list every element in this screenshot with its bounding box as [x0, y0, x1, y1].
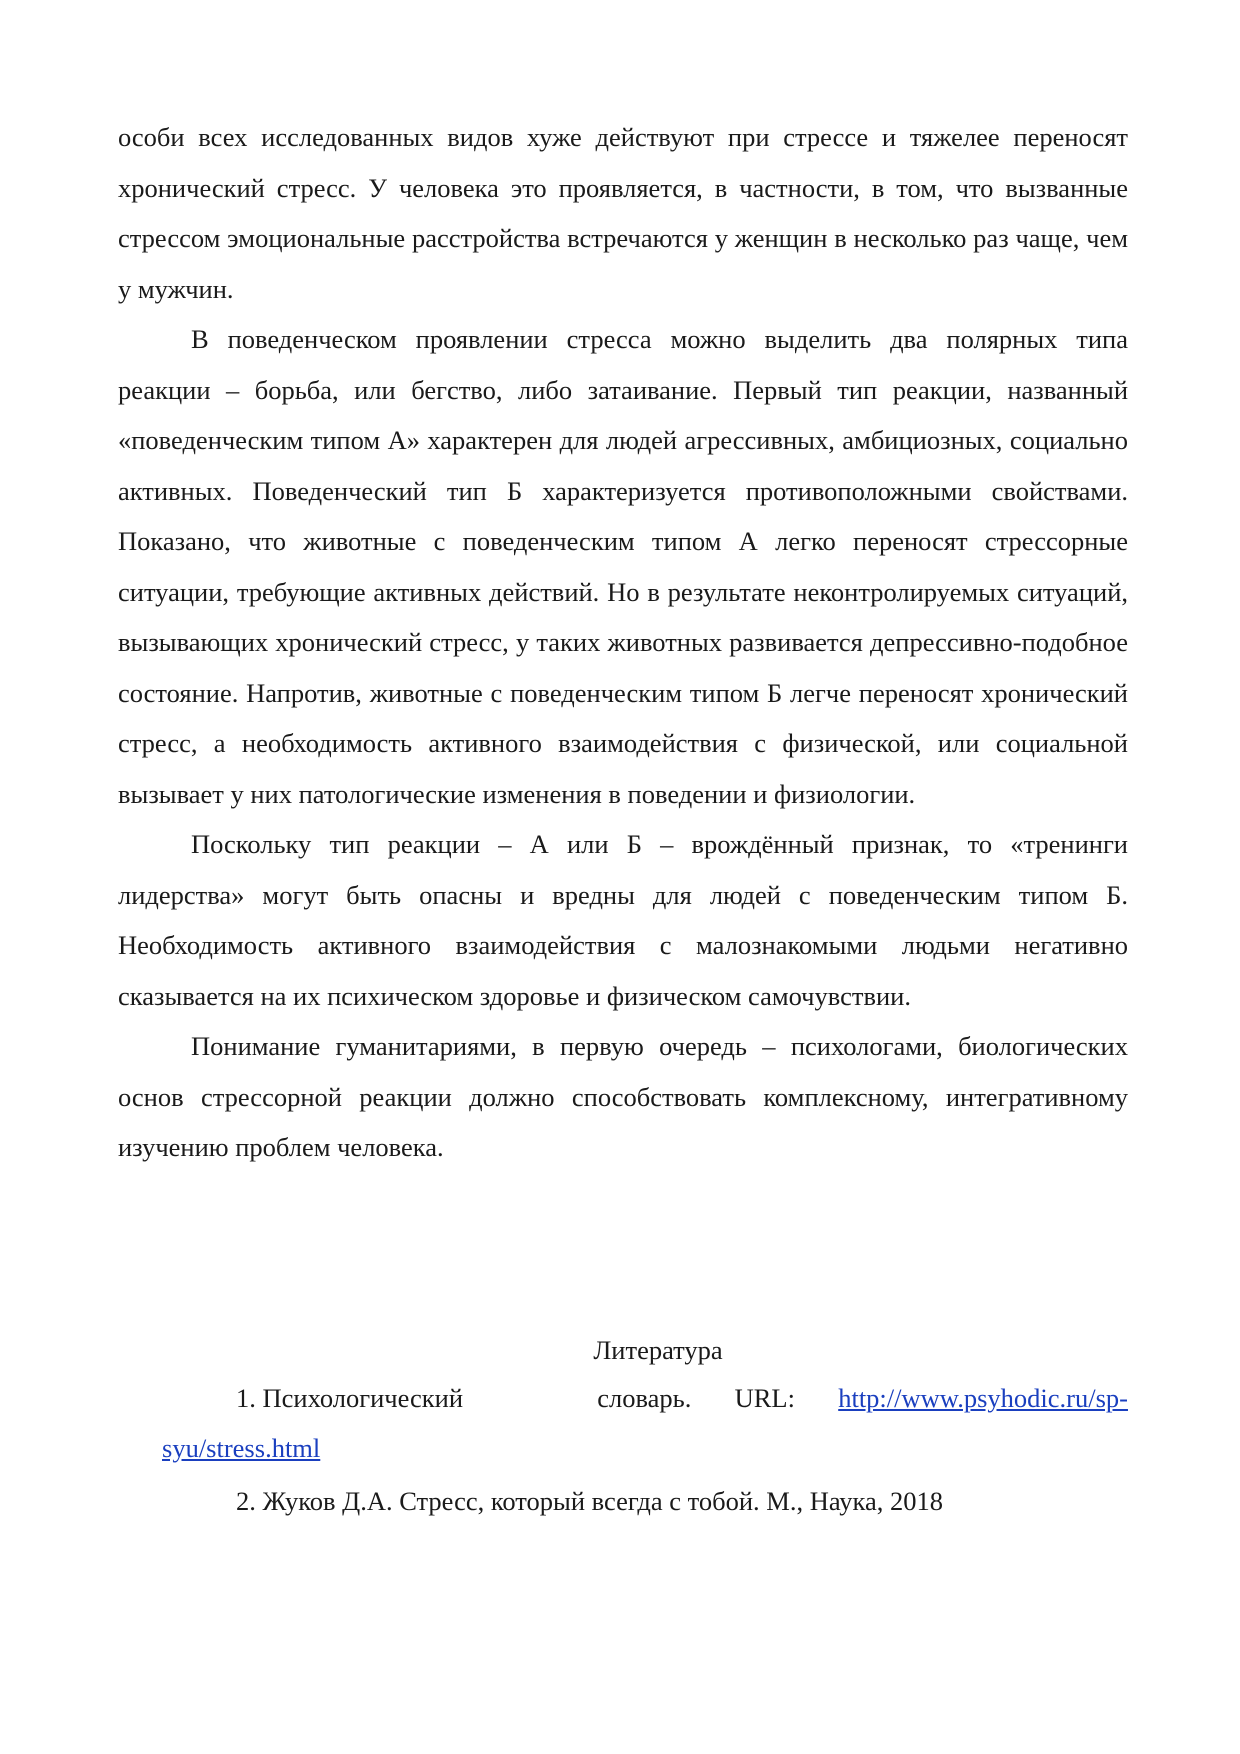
reference-item-1-line-1	[162, 1373, 1128, 1423]
reference-item-1-lead	[236, 1373, 463, 1423]
paragraph-conclusion: Понимание гуманитариями, в первую очередь – психологами, биологических основ стрессорной реакции должно способствовать комплексному, интегративному изучению проблем человека.	[118, 1031, 1128, 1162]
reference-number: 1.	[236, 1383, 256, 1413]
paragraph-leadership-trainings: Поскольку тип реакции – А или Б – врождённый признак, то «тренинги лидерства» могут быть опасны и вредны для людей с поведенческим типом Б. Необходимость активного взаимодействия с малознакомыми людьми негативно сказывается на их психическом здоровье и физическом самочувствии.	[118, 829, 1128, 1011]
reference-number: 2.	[236, 1486, 256, 1516]
paragraph-behavior-types: В поведенческом проявлении стресса можно выделить два полярных типа реакции – борьба, или бегство, либо затаивание. Первый тип реакции, названный «поведенческим типом А» характерен для людей агрессивных, амбициозных, социально активных. Поведенческий тип Б характеризуется противоположными свойствами. Показано, что животные с поведенческим типом А легко переносят стрессорные ситуации, требующие активных действий. Но в результате неконтролируемых ситуаций, вызывающих хронический стресс, у таких животных развивается депрессивно-подобное состояние. Напротив, животные с поведенческим типом Б легче переносят хронический стресс, а необходимость активного взаимодействия с физической, или социальной вызывает у них патологические изменения в поведении и физиологии.	[118, 324, 1128, 809]
reference-item-1	[162, 1373, 1128, 1473]
body-text	[118, 112, 1128, 1173]
paragraph-continuation: особи всех исследованных видов хуже действуют при стрессе и тяжелее переносят хронический стресс. У человека это проявляется, в частности, в том, что вызванные стрессом эмоциональные расстройства встречаются у женщин в несколько раз чаще, чем у мужчин.	[118, 122, 1128, 304]
reference-item-1-line-2	[162, 1423, 1128, 1473]
reference-url-link[interactable]: http://www.psyhodic.ru/sp-	[838, 1383, 1128, 1413]
references-title: Литература	[593, 1335, 723, 1365]
reference-text: Жуков Д.А. Стресс, который всегда с тобой. М., Наука, 2018	[262, 1486, 944, 1516]
reference-word: URL:	[734, 1383, 795, 1413]
reference-url-link-continued[interactable]: syu/stress.html	[162, 1433, 321, 1463]
reference-item-2	[236, 1476, 1136, 1526]
reference-word: Психологический	[262, 1383, 463, 1413]
reference-word: словарь.	[597, 1383, 692, 1413]
